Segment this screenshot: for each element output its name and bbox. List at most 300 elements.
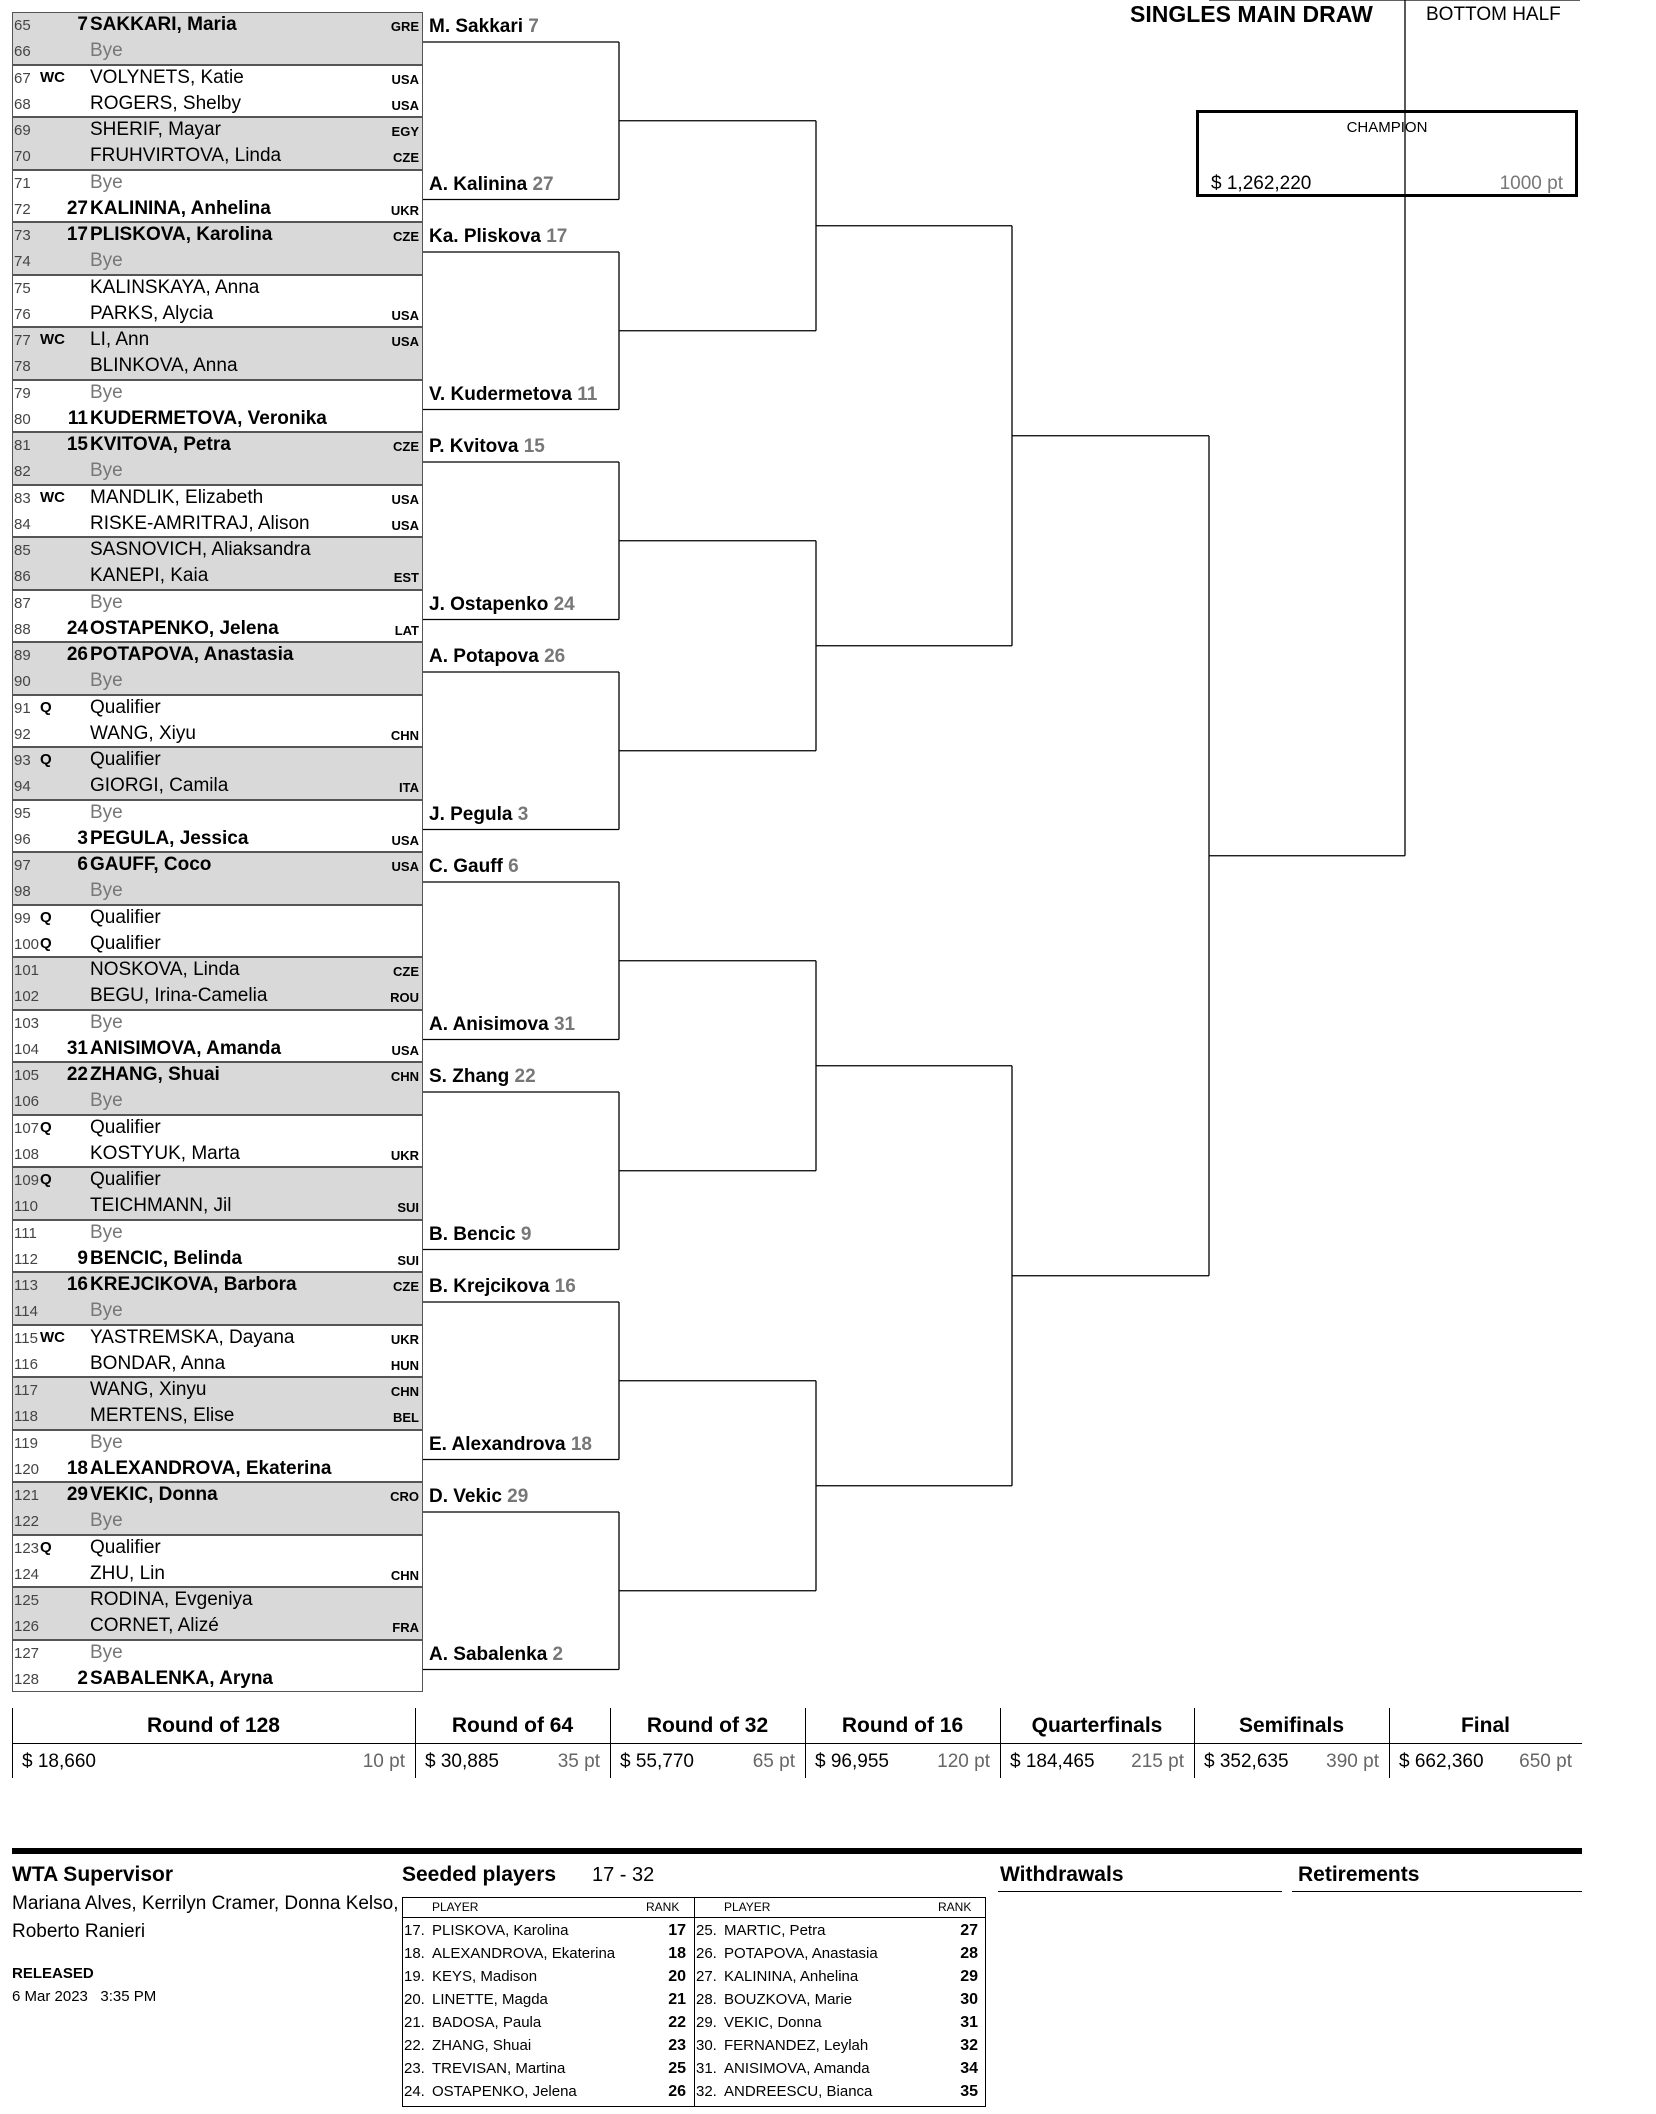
- seed-number: 19.: [404, 1968, 425, 1985]
- round2-winner[interactable]: P. Kvitova 15: [429, 436, 545, 457]
- entry-seed: 6: [77, 854, 88, 875]
- seed-player-name: BADOSA, Paula: [432, 2014, 542, 2031]
- draw-position: 126: [14, 1618, 40, 1636]
- entry-seed: 2: [77, 1667, 88, 1689]
- round-prize: $ 30,885: [425, 1751, 499, 1772]
- seed-number: 21.: [404, 2014, 425, 2031]
- entry-tag: WC: [40, 68, 65, 86]
- draw-position: 100: [14, 935, 40, 953]
- entry-tag: Q: [40, 1538, 52, 1556]
- country-code: CHN: [390, 1384, 419, 1399]
- draw-position: 99: [14, 909, 31, 927]
- round-header: Final: [1460, 1714, 1510, 1737]
- draw-position: 81: [14, 437, 31, 454]
- player-name[interactable]: WANG, Xinyu: [90, 1379, 207, 1400]
- entry-tag: Q: [40, 1171, 52, 1188]
- country-code: USA: [391, 1042, 419, 1058]
- draw-position: 70: [14, 148, 31, 166]
- round-prize: $ 96,955: [815, 1751, 889, 1772]
- country-code: CRO: [390, 1489, 419, 1504]
- draw-position: 77: [14, 332, 31, 349]
- draw-position: 112: [14, 1250, 38, 1268]
- player-name[interactable]: KVITOVA, Petra: [90, 434, 231, 455]
- draw-position: 109: [14, 1172, 40, 1189]
- seed-player-rank: 18: [668, 1945, 686, 1962]
- draw-position: 89: [14, 647, 31, 664]
- seed-player-name: FERNANDEZ, Leylah: [724, 2037, 869, 2054]
- round2-winner[interactable]: J. Ostapenko 24: [429, 593, 575, 615]
- seed-player-rank: 25: [668, 2060, 686, 2077]
- player-name[interactable]: PARKS, Alycia: [90, 302, 214, 324]
- draw-position: 101: [14, 962, 40, 979]
- retirements-title: Retirements: [1298, 1863, 1420, 1886]
- draw-position: 78: [14, 358, 31, 376]
- seed-player-name: PLISKOVA, Karolina: [432, 1922, 569, 1939]
- draw-position: 111: [14, 1224, 37, 1242]
- player-name[interactable]: KALINSKAYA, Anna: [90, 276, 260, 298]
- draw-position: 87: [14, 594, 31, 612]
- bye-entry[interactable]: Bye: [90, 880, 123, 902]
- entry-seed: 18: [66, 1457, 88, 1479]
- entry-tag: WC: [40, 488, 65, 506]
- round2-winner[interactable]: E. Alexandrova 18: [429, 1433, 592, 1455]
- player-name[interactable]: ZHU, Lin: [90, 1562, 165, 1584]
- round-header: Round of 32: [646, 1714, 769, 1737]
- entry-seed: 26: [66, 644, 88, 665]
- country-code: EST: [393, 570, 419, 586]
- bye-entry[interactable]: Bye: [90, 801, 123, 823]
- supervisor-names-line1: Mariana Alves, Kerrilyn Cramer, Donna Kelso,: [12, 1893, 399, 1914]
- entry-seed: 11: [67, 407, 88, 429]
- seed-player-name: MARTIC, Petra: [724, 1922, 826, 1939]
- round2-seed: 7: [523, 16, 539, 37]
- draw-position: 91: [14, 699, 31, 717]
- player-name[interactable]: Qualifier: [90, 749, 161, 770]
- draw-position: 98: [14, 883, 31, 901]
- player-name[interactable]: Qualifier: [90, 1116, 161, 1138]
- bye-entry[interactable]: Bye: [90, 591, 123, 613]
- seed-player-name: ALEXANDROVA, Ekaterina: [432, 1945, 616, 1962]
- seed-player-rank: 35: [960, 2083, 978, 2100]
- round2-seed: 26: [538, 646, 566, 667]
- round2-winner[interactable]: D. Vekic 29: [429, 1486, 529, 1507]
- country-code: CZE: [393, 964, 419, 979]
- round-points: 390 pt: [1326, 1751, 1379, 1772]
- seed-number: 27.: [696, 1968, 717, 1985]
- round-prize: $ 55,770: [620, 1751, 694, 1772]
- player-name[interactable]: POTAPOVA, Anastasia: [90, 644, 294, 665]
- draw-position: 104: [14, 1040, 40, 1058]
- round2-winner[interactable]: A. Potapova 26: [429, 646, 566, 667]
- draw-position: 74: [14, 253, 31, 271]
- country-code: CZE: [393, 229, 419, 244]
- player-name[interactable]: BEGU, Irina-Camelia: [90, 985, 268, 1007]
- country-code: UKR: [390, 1147, 419, 1163]
- bye-entry[interactable]: Bye: [90, 1641, 123, 1663]
- seed-number: 32.: [696, 2083, 717, 2100]
- draw-position: 82: [14, 463, 31, 481]
- seed-player-rank: 27: [960, 1922, 978, 1939]
- draw-position: 125: [14, 1592, 40, 1609]
- player-name[interactable]: ROGERS, Shelby: [90, 92, 241, 114]
- draw-position: 83: [14, 489, 31, 507]
- entry-seed: 3: [77, 827, 88, 849]
- bye-entry[interactable]: Bye: [90, 381, 123, 403]
- country-code: CZE: [393, 1279, 419, 1294]
- player-name[interactable]: SHERIF, Mayar: [90, 119, 221, 140]
- player-name[interactable]: MERTENS, Elise: [90, 1405, 235, 1427]
- round-points: 35 pt: [557, 1751, 600, 1772]
- country-code: FRA: [392, 1620, 419, 1636]
- round2-seed: 16: [549, 1276, 576, 1297]
- draw-position: 85: [14, 542, 31, 559]
- draw-subtitle: BOTTOM HALF: [1426, 4, 1561, 25]
- country-code: CZE: [393, 150, 419, 166]
- draw-position: 124: [14, 1565, 40, 1583]
- draw-position: 127: [14, 1644, 40, 1662]
- seed-player-rank: 26: [668, 2083, 686, 2100]
- round2-winner[interactable]: B. Bencic 9: [429, 1223, 532, 1245]
- country-code: USA: [391, 334, 419, 349]
- player-name[interactable]: BENCIC, Belinda: [90, 1247, 243, 1269]
- round2-seed: 27: [527, 173, 554, 195]
- round2-seed: 24: [548, 593, 575, 615]
- bye-entry[interactable]: Bye: [90, 171, 123, 193]
- seed-player-name: OSTAPENKO, Jelena: [432, 2083, 577, 2100]
- champion-label: CHAMPION: [1346, 119, 1428, 136]
- player-name[interactable]: MANDLIK, Elizabeth: [90, 486, 264, 508]
- country-code: CHN: [390, 727, 419, 743]
- bye-entry[interactable]: Bye: [90, 670, 123, 692]
- draw-position: 103: [14, 1014, 40, 1032]
- draw-position: 117: [14, 1382, 38, 1399]
- player-name[interactable]: PLISKOVA, Karolina: [90, 224, 273, 245]
- draw-position: 80: [14, 410, 31, 428]
- country-code: USA: [391, 71, 419, 87]
- draw-pair-box: [12, 695, 423, 748]
- country-code: UKR: [390, 202, 419, 218]
- entry-tag: Q: [40, 1118, 52, 1136]
- country-code: USA: [391, 97, 419, 113]
- country-code: UKR: [390, 1331, 419, 1347]
- seed-number: 24.: [404, 2083, 425, 2100]
- round2-seed: 11: [571, 383, 598, 405]
- seeded-range: 17 - 32: [592, 1864, 655, 1886]
- seed-col-player: PLAYER: [432, 1900, 479, 1914]
- country-code: CZE: [393, 439, 419, 454]
- seed-col-player: PLAYER: [724, 1900, 771, 1914]
- entry-seed: 17: [66, 224, 88, 245]
- country-code: USA: [391, 859, 419, 874]
- entry-seed: 22: [66, 1064, 88, 1085]
- seed-number: 29.: [696, 2014, 717, 2031]
- draw-position: 121: [14, 1487, 40, 1504]
- bye-entry[interactable]: Bye: [90, 1011, 123, 1033]
- round2-winner[interactable]: B. Krejcikova 16: [429, 1276, 576, 1297]
- draw-position: 65: [14, 17, 31, 34]
- bye-entry[interactable]: Bye: [90, 460, 123, 482]
- round2-winner[interactable]: M. Sakkari 7: [429, 16, 539, 37]
- entry-tag: Q: [40, 698, 52, 716]
- country-code: USA: [391, 832, 419, 848]
- player-name[interactable]: GAUFF, Coco: [90, 854, 212, 875]
- draw-position: 119: [14, 1434, 38, 1452]
- player-name[interactable]: Qualifier: [90, 932, 161, 954]
- country-code: CHN: [390, 1567, 419, 1583]
- entry-seed: 24: [66, 617, 88, 639]
- draw-position: 75: [14, 279, 31, 297]
- seed-table-header-rule: [402, 1917, 986, 1918]
- round2-winner[interactable]: Ka. Pliskova 17: [429, 226, 568, 247]
- entry-tag: Q: [40, 751, 52, 768]
- round-prize: $ 662,360: [1399, 1751, 1484, 1772]
- entry-seed: 31: [66, 1037, 88, 1059]
- draw-position: 123: [14, 1539, 40, 1557]
- player-name[interactable]: BONDAR, Anna: [90, 1352, 226, 1374]
- seed-number: 23.: [404, 2060, 425, 2077]
- draw-position: 93: [14, 752, 31, 769]
- round-header: Semifinals: [1238, 1714, 1345, 1737]
- round2-winner[interactable]: A. Sabalenka 2: [429, 1643, 564, 1665]
- country-code: SUI: [397, 1252, 419, 1268]
- draw-position: 113: [14, 1277, 38, 1294]
- round2-seed: 17: [540, 226, 568, 247]
- draw-position: 73: [14, 227, 31, 244]
- round2-seed: 6: [502, 856, 519, 877]
- draw-position: 92: [14, 725, 31, 743]
- round2-seed: 15: [518, 436, 545, 457]
- player-name[interactable]: KUDERMETOVA, Veronika: [90, 407, 327, 429]
- entry-seed: 16: [66, 1274, 88, 1295]
- draw-position: 128: [14, 1670, 40, 1688]
- round-prize: $ 352,635: [1204, 1751, 1289, 1772]
- withdrawals-underline: [998, 1891, 1282, 1892]
- country-code: ROU: [390, 990, 419, 1006]
- seed-player-name: ZHANG, Shuai: [432, 2037, 532, 2054]
- country-code: GRE: [390, 19, 419, 34]
- country-code: LAT: [394, 622, 419, 638]
- entry-seed: 27: [66, 197, 88, 219]
- player-name[interactable]: BLINKOVA, Anna: [90, 355, 238, 377]
- bye-entry[interactable]: Bye: [90, 1221, 123, 1243]
- round2-seed: 18: [565, 1433, 592, 1455]
- entry-seed: 9: [77, 1247, 88, 1269]
- draw-position: 120: [14, 1460, 40, 1478]
- seed-number: 30.: [696, 2037, 717, 2054]
- draw-position: 118: [14, 1408, 38, 1426]
- draw-position: 107: [14, 1119, 40, 1137]
- draw-position: 106: [14, 1093, 40, 1111]
- draw-position: 110: [14, 1198, 38, 1216]
- prize-col-divider: [1389, 1708, 1390, 1778]
- draw-position: 88: [14, 620, 31, 638]
- round-prize: $ 18,660: [22, 1751, 96, 1772]
- prize-col-divider: [1194, 1708, 1195, 1778]
- player-name[interactable]: KANEPI, Kaia: [90, 565, 209, 587]
- player-name[interactable]: Qualifier: [90, 1536, 161, 1558]
- seed-number: 26.: [696, 1945, 717, 1962]
- round-points: 650 pt: [1519, 1751, 1572, 1772]
- withdrawals-title: Withdrawals: [1000, 1863, 1124, 1886]
- prize-col-divider: [805, 1708, 806, 1778]
- draw-position: 108: [14, 1145, 40, 1163]
- seed-player-name: ANISIMOVA, Amanda: [724, 2060, 870, 2077]
- round2-winner[interactable]: J. Pegula 3: [429, 803, 529, 825]
- entry-tag: WC: [40, 1328, 65, 1346]
- seed-col-rank: RANK: [938, 1900, 972, 1914]
- entry-tag: Q: [40, 908, 52, 926]
- seed-player-name: TREVISAN, Martina: [432, 2060, 566, 2077]
- prize-col-divider: [1000, 1708, 1001, 1778]
- retirements-underline: [1292, 1891, 1582, 1892]
- seed-player-rank: 34: [960, 2060, 978, 2077]
- bye-entry[interactable]: Bye: [90, 250, 123, 272]
- player-name[interactable]: GIORGI, Camila: [90, 775, 229, 797]
- released-label: RELEASED: [12, 1965, 94, 1982]
- seeded-title: Seeded players: [402, 1863, 557, 1886]
- bye-entry[interactable]: Bye: [90, 1090, 123, 1112]
- player-name[interactable]: KREJCIKOVA, Barbora: [90, 1274, 297, 1295]
- seed-player-rank: 20: [668, 1968, 686, 1985]
- draw-position: 114: [14, 1303, 38, 1321]
- seed-player-rank: 28: [960, 1945, 978, 1962]
- draw-pair-box: [12, 1535, 423, 1588]
- seed-player-rank: 21: [668, 1991, 686, 2008]
- player-name[interactable]: SAKKARI, Maria: [90, 14, 237, 35]
- player-name[interactable]: RISKE-AMRITRAJ, Alison: [90, 512, 310, 534]
- player-name[interactable]: ALEXANDROVA, Ekaterina: [90, 1457, 332, 1479]
- draw-position: 97: [14, 857, 31, 874]
- prize-col-divider: [12, 1708, 13, 1778]
- seed-number: 20.: [404, 1991, 425, 2008]
- round-points: 10 pt: [362, 1751, 405, 1772]
- round2-winner[interactable]: A. Kalinina 27: [429, 173, 554, 195]
- prize-col-divider: [610, 1708, 611, 1778]
- draw-position: 79: [14, 384, 31, 402]
- bye-entry[interactable]: Bye: [90, 40, 123, 62]
- entry-tag: Q: [40, 934, 52, 952]
- seed-player-rank: 23: [668, 2037, 686, 2054]
- round2-seed: 3: [512, 803, 529, 825]
- country-code: EGY: [391, 124, 419, 139]
- draw-position: 71: [14, 174, 31, 192]
- bye-entry[interactable]: Bye: [90, 1431, 123, 1453]
- round-points: 215 pt: [1131, 1751, 1184, 1772]
- round2-winner[interactable]: S. Zhang 22: [429, 1066, 536, 1087]
- supervisor-title: WTA Supervisor: [12, 1863, 174, 1886]
- player-name[interactable]: ZHANG, Shuai: [90, 1064, 220, 1085]
- seed-player-name: KALININA, Anhelina: [724, 1968, 859, 1985]
- draw-position: 102: [14, 988, 40, 1006]
- country-code: HUN: [390, 1357, 419, 1373]
- round-points: 65 pt: [752, 1751, 795, 1772]
- player-name[interactable]: ANISIMOVA, Amanda: [90, 1037, 282, 1059]
- seed-col-rank: RANK: [646, 1900, 680, 1914]
- entry-seed: 7: [77, 14, 88, 35]
- round-header: Round of 128: [146, 1714, 280, 1737]
- player-name[interactable]: VEKIC, Donna: [90, 1484, 218, 1505]
- player-name[interactable]: WANG, Xiyu: [90, 722, 196, 744]
- player-name[interactable]: LI, Ann: [90, 329, 150, 350]
- round2-seed: 22: [509, 1066, 536, 1087]
- seed-player-name: ANDREESCU, Bianca: [724, 2083, 873, 2100]
- player-name[interactable]: RODINA, Evgeniya: [90, 1589, 253, 1610]
- country-code: USA: [391, 517, 419, 533]
- round-header: Round of 64: [451, 1714, 574, 1737]
- country-code: SUI: [397, 1200, 419, 1216]
- draw-position: 105: [14, 1067, 40, 1084]
- entry-seed: 15: [66, 434, 88, 455]
- round2-winner[interactable]: V. Kudermetova 11: [429, 383, 598, 405]
- draw-position: 116: [14, 1355, 38, 1373]
- seed-player-rank: 17: [668, 1922, 686, 1939]
- seed-player-rank: 29: [960, 1968, 978, 1985]
- player-name[interactable]: Qualifier: [90, 696, 161, 718]
- round-points: 120 pt: [937, 1751, 990, 1772]
- player-name[interactable]: FRUHVIRTOVA, Linda: [90, 145, 282, 167]
- round-header: Round of 16: [841, 1714, 964, 1737]
- player-name[interactable]: Qualifier: [90, 1169, 161, 1190]
- player-name[interactable]: NOSKOVA, Linda: [90, 959, 240, 980]
- bye-entry[interactable]: Bye: [90, 1300, 123, 1322]
- champion-prize: $ 1,262,220: [1211, 173, 1312, 194]
- player-name[interactable]: KALININA, Anhelina: [90, 197, 271, 219]
- player-name[interactable]: SABALENKA, Aryna: [90, 1667, 273, 1689]
- prize-col-divider: [415, 1708, 416, 1778]
- round2-seed: 9: [515, 1223, 532, 1245]
- player-name[interactable]: OSTAPENKO, Jelena: [90, 617, 279, 639]
- seed-player-name: LINETTE, Magda: [432, 1991, 548, 2008]
- round-prize: $ 184,465: [1010, 1751, 1095, 1772]
- draw-position: 84: [14, 515, 31, 533]
- country-code: USA: [391, 307, 419, 323]
- round-header: Quarterfinals: [1031, 1714, 1163, 1737]
- player-name[interactable]: TEICHMANN, Jil: [90, 1195, 232, 1217]
- draw-position: 72: [14, 200, 31, 218]
- draw-position: 90: [14, 673, 31, 691]
- seed-player-rank: 31: [960, 2014, 978, 2031]
- seed-player-name: KEYS, Madison: [432, 1968, 538, 1985]
- player-name[interactable]: YASTREMSKA, Dayana: [90, 1326, 295, 1348]
- round2-winner[interactable]: C. Gauff 6: [429, 856, 519, 877]
- country-code: BEL: [393, 1410, 419, 1426]
- bye-entry[interactable]: Bye: [90, 1510, 123, 1532]
- player-name[interactable]: Qualifier: [90, 906, 161, 928]
- draw-position: 86: [14, 568, 31, 586]
- entry-tag: WC: [40, 331, 65, 348]
- draw-position: 115: [14, 1329, 38, 1347]
- entry-seed: 29: [66, 1484, 88, 1505]
- supervisor-names-line2: Roberto Ranieri: [12, 1921, 146, 1942]
- round2-winner[interactable]: A. Anisimova 31: [429, 1013, 576, 1035]
- seed-player-name: POTAPOVA, Anastasia: [724, 1945, 878, 1962]
- country-code: CHN: [390, 1069, 419, 1084]
- seed-player-rank: 32: [960, 2037, 978, 2054]
- seed-player-name: BOUZKOVA, Marie: [724, 1991, 853, 2008]
- round2-seed: 31: [548, 1013, 576, 1035]
- released-date: 6 Mar 2023 3:35 PM: [12, 1988, 157, 2005]
- country-code: USA: [391, 491, 419, 507]
- player-name[interactable]: VOLYNETS, Katie: [90, 66, 244, 88]
- player-name[interactable]: SASNOVICH, Aliaksandra: [90, 539, 311, 560]
- player-name[interactable]: PEGULA, Jessica: [90, 827, 249, 849]
- player-name[interactable]: CORNET, Alizé: [90, 1615, 219, 1637]
- player-name[interactable]: KOSTYUK, Marta: [90, 1142, 240, 1164]
- draw-position: 76: [14, 305, 31, 323]
- seed-number: 25.: [696, 1922, 717, 1939]
- seed-table-divider: [694, 1897, 695, 2107]
- seed-number: 18.: [404, 1945, 425, 1962]
